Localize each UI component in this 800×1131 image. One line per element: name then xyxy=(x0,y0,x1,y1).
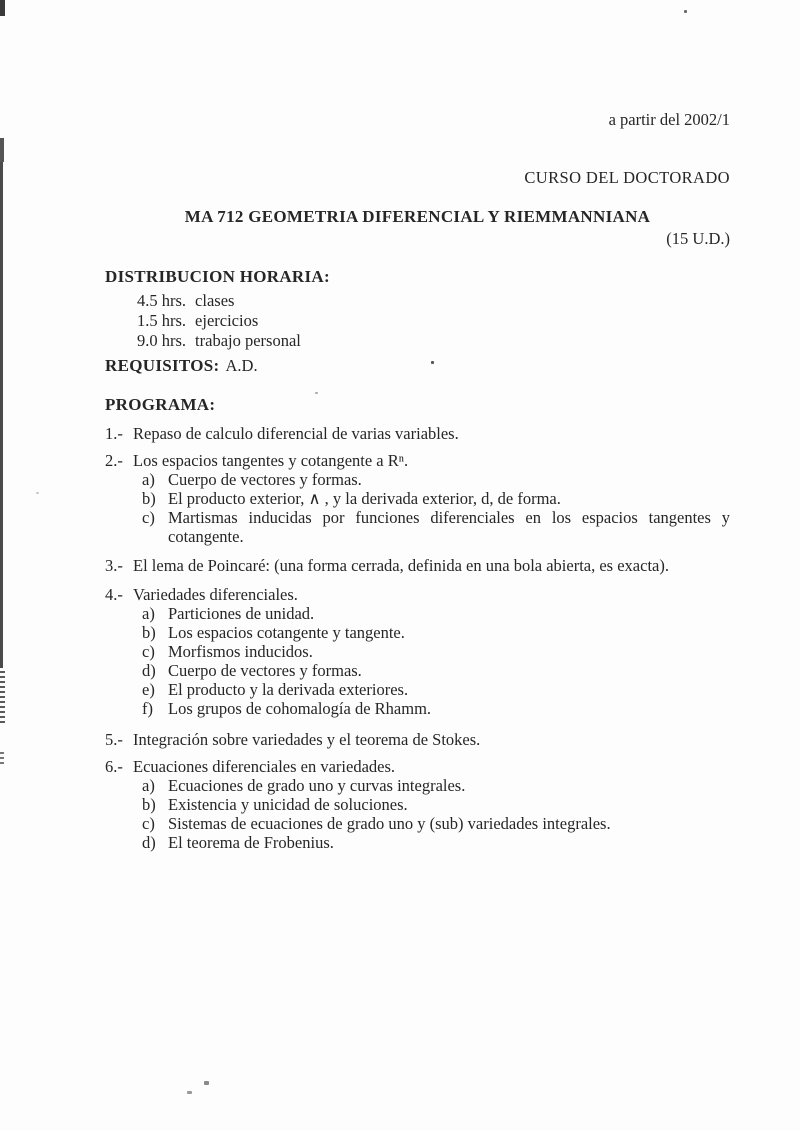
program-subitem-text: Martismas inducidas por funciones diferenciales en los espacios tangentes y cotangente. xyxy=(168,508,730,546)
scan-mark-left-dashes-small xyxy=(0,752,4,766)
program-subitem-letter: b) xyxy=(142,623,156,642)
program-subitem xyxy=(142,699,730,718)
course-title: MA 712 GEOMETRIA DIFERENCIAL Y RIEMMANNIANA xyxy=(184,207,651,226)
scan-speck-bottom-1 xyxy=(204,1081,209,1085)
program-subitem xyxy=(142,661,730,680)
distribution-hours: 9.0 hrs. xyxy=(137,331,187,350)
program-subitem xyxy=(142,680,730,699)
program-item-text: Los espacios tangentes y cotangente a Rⁿ. xyxy=(133,451,409,470)
program-subitem-text: Sistemas de ecuaciones de grado uno y (sub) variedades integrales. xyxy=(168,814,611,833)
distribution-item xyxy=(137,291,730,311)
scan-mark-left-strip xyxy=(0,162,3,668)
program-subitem xyxy=(142,814,730,833)
distribution-label: trabajo personal xyxy=(195,331,301,350)
program-subitem-letter: b) xyxy=(142,489,156,508)
program-subitem xyxy=(142,833,730,852)
program-subitem-letter: c) xyxy=(142,642,155,661)
program-subitem xyxy=(142,470,730,489)
program-subitem-letter: c) xyxy=(142,814,155,833)
distribution-heading: DISTRIBUCION HORARIA: xyxy=(105,267,330,286)
distribution-label: ejercicios xyxy=(195,311,259,330)
program-item-6 xyxy=(105,757,730,852)
program-subitem-text: Cuerpo de vectores y formas. xyxy=(168,470,362,489)
scan-mark-left-dashes xyxy=(0,671,5,725)
program-item-1 xyxy=(105,424,730,443)
effective-date: a partir del 2002/1 xyxy=(608,110,730,129)
program-subitem-letter: f) xyxy=(142,699,153,718)
distribution-hours: 1.5 hrs. xyxy=(137,311,187,330)
program-subitem xyxy=(142,489,730,508)
program-item-text: Variedades diferenciales. xyxy=(133,585,298,604)
course-type-heading: CURSO DEL DOCTORADO xyxy=(524,168,730,187)
program-item-number: 5.- xyxy=(105,730,123,749)
programa-heading: PROGRAMA: xyxy=(105,395,216,414)
program-item-number: 3.- xyxy=(105,556,123,575)
distribution-list xyxy=(105,291,730,351)
program-subitem-letter: d) xyxy=(142,661,156,680)
program-subitem-letter: a) xyxy=(142,604,155,623)
program-subitem xyxy=(142,776,730,795)
program-subitem-text: El teorema de Frobenius. xyxy=(168,833,334,852)
program-subitem-text: Ecuaciones de grado uno y curvas integrales. xyxy=(168,776,466,795)
requisitos-line xyxy=(105,355,730,377)
program-subitem-text: Existencia y unicidad de soluciones. xyxy=(168,795,408,814)
program-subitem-text: Cuerpo de vectores y formas. xyxy=(168,661,362,680)
programa-list xyxy=(105,424,730,852)
program-item-number: 6.- xyxy=(105,757,123,776)
program-item-text: Ecuaciones diferenciales en variedades. xyxy=(133,757,396,776)
course-credits: (15 U.D.) xyxy=(666,229,730,248)
program-item-number: 2.- xyxy=(105,451,123,470)
program-subitem-text: El producto exterior, ∧ , y la derivada exterior, d, de forma. xyxy=(168,489,561,508)
program-subitem-text: El producto y la derivada exteriores. xyxy=(168,680,409,699)
document-content xyxy=(105,0,730,860)
program-subitem-text: Particiones de unidad. xyxy=(168,604,315,623)
program-subitem-letter: a) xyxy=(142,776,155,795)
program-subitem-letter: c) xyxy=(142,508,155,527)
program-subitem-text: Los espacios cotangente y tangente. xyxy=(168,623,405,642)
program-subitem-letter: b) xyxy=(142,795,156,814)
scan-mark-left-segment xyxy=(0,138,4,162)
program-subitem xyxy=(142,604,730,623)
program-item-3 xyxy=(105,556,730,575)
program-subitem xyxy=(142,623,730,642)
program-item-text: El lema de Poincaré: (una forma cerrada, definida en una bola abierta, es exacta). xyxy=(133,556,669,575)
program-subitem-text: Morfismos inducidos. xyxy=(168,642,313,661)
program-subitem xyxy=(142,642,730,661)
program-item-4 xyxy=(105,585,730,718)
program-item-2 xyxy=(105,451,730,546)
program-item-5 xyxy=(105,730,730,749)
requisitos-value: A.D. xyxy=(225,356,258,375)
program-subitem-letter: a) xyxy=(142,470,155,489)
distribution-item xyxy=(137,331,730,351)
distribution-label: clases xyxy=(195,291,235,310)
program-subitem xyxy=(142,795,730,814)
program-item-number: 4.- xyxy=(105,585,123,604)
program-item-number: 1.- xyxy=(105,424,123,443)
program-subitem-letter: e) xyxy=(142,680,155,699)
distribution-hours: 4.5 hrs. xyxy=(137,291,187,310)
scan-speck-left-margin xyxy=(36,492,39,494)
program-subitem xyxy=(142,508,730,546)
scan-speck-bottom-2 xyxy=(187,1091,192,1094)
program-subitem-letter: d) xyxy=(142,833,156,852)
requisitos-label: REQUISITOS: xyxy=(105,356,220,375)
program-item-text: Integración sobre variedades y el teorema de Stokes. xyxy=(133,730,481,749)
scan-mark-top-left xyxy=(0,0,5,16)
program-item-text: Repaso de calculo diferencial de varias variables. xyxy=(133,424,459,443)
program-subitem-text: Los grupos de cohomalogía de Rhamm. xyxy=(168,699,432,718)
distribution-item xyxy=(137,311,730,331)
